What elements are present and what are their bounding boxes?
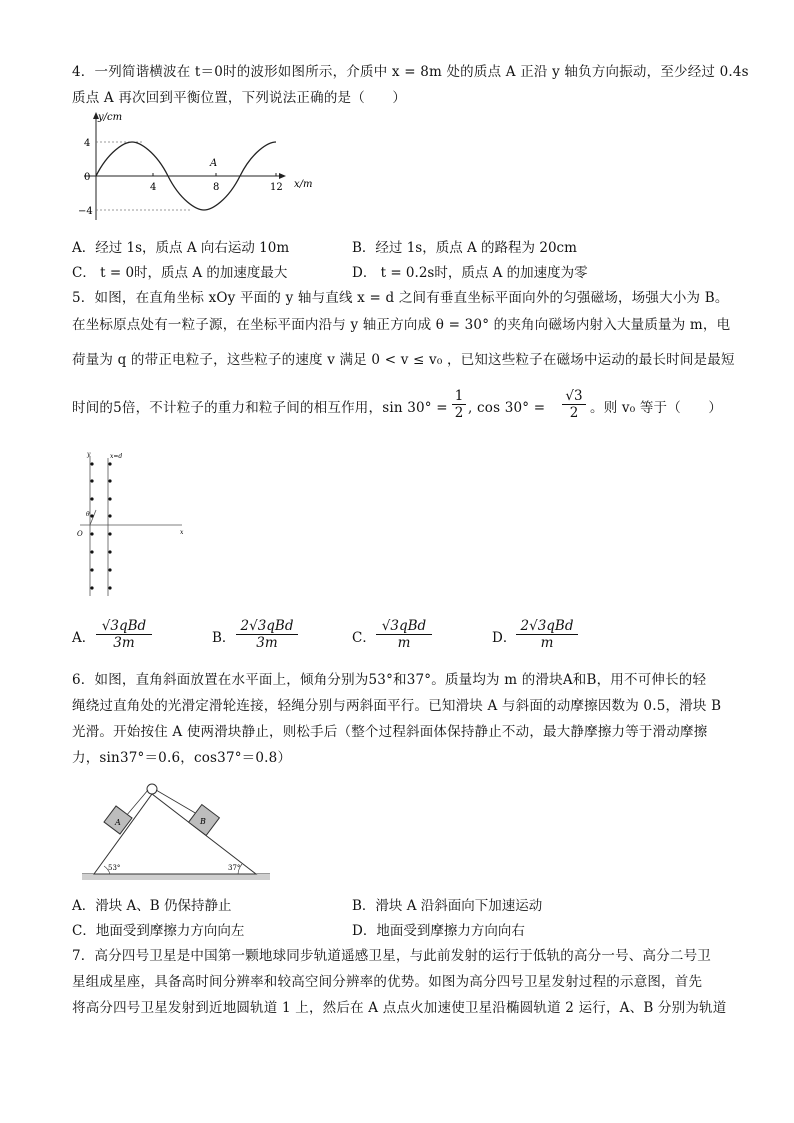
origin-label: O: [77, 530, 83, 538]
q5-stem-line1: 5．如图，在直角坐标 xOy 平面的 y 轴与直线 x = d 之间有垂直坐标平面向外的匀强磁场，场强大小为 B。: [72, 290, 729, 306]
q6-incline-figure: [82, 772, 272, 884]
q6-option-a[interactable]: A．滑块 A、B 仍保持静止: [72, 898, 232, 914]
ytick-neg4: −4: [78, 206, 93, 217]
q5-stem-line4a: 时间的5倍，不计粒子的重力和粒子间的相互作用，sin 30° =: [72, 400, 448, 416]
field-dots: [90, 462, 111, 589]
q4-stem-line2: 质点 A 再次回到平衡位置，下列说法正确的是（ ）: [72, 90, 407, 106]
q4-option-b[interactable]: B．经过 1s，质点 A 的路程为 20cm: [352, 240, 577, 256]
point-a-label: A: [210, 158, 218, 169]
q6-option-b[interactable]: B．滑块 A 沿斜面向下加速运动: [352, 898, 543, 914]
q5-stem-line4c: 。则 v₀ 等于（ ）: [590, 400, 723, 416]
xtick-8: 8: [213, 182, 220, 193]
block-a-label: A: [115, 818, 121, 827]
sin30-fraction: [452, 388, 466, 421]
q4-option-c[interactable]: C． t = 0时，质点 A 的加速度最大: [72, 265, 288, 281]
frac-den: 3m: [236, 634, 298, 651]
q7-stem-line2: 星组成星座，具备高时间分辨率和较高空间分辨率的优势。如图为高分四号卫星发射过程的示意图，首先: [72, 974, 703, 990]
frac-num: √3: [565, 388, 583, 404]
q6-stem-line2: 绳绕过直角处的光滑定滑轮连接，轻绳分别与两斜面平行。已知滑块 A 与斜面的动摩擦因数为 0.5，滑块 B: [72, 698, 722, 714]
q6-stem-line1: 6．如图，直角斜面放置在水平面上，倾角分别为53°和37°。质量均为 m 的滑块A和B，用不可伸长的轻: [72, 672, 707, 688]
q4-option-d[interactable]: D． t = 0.2s时，质点 A 的加速度为零: [352, 265, 588, 281]
xtick-4: 4: [150, 182, 157, 193]
frac-den: 3m: [96, 634, 152, 651]
cos30-fraction: [562, 388, 586, 421]
q6-stem-line3: 光滑。开始按住 A 使两滑块静止，则松手后（整个过程斜面体保持静止不动，最大静摩擦力等于滑动摩擦: [72, 724, 708, 740]
x-axis-label: x/m: [294, 179, 313, 190]
q7-stem-line3: 将高分四号卫星发射到近地圆轨道 1 上，然后在 A 点点火加速使卫星沿椭圆轨道 2 运行，A、B 分别为轨道: [72, 1000, 727, 1016]
frac-den: m: [516, 634, 578, 651]
block-b-label: B: [200, 817, 206, 826]
q7-stem-line1: 7．高分四号卫星是中国第一颗地球同步轨道遥感卫星，与此前发射的运行于低轨的高分一号、高分二号卫: [72, 948, 711, 964]
xd-label: x=d: [110, 453, 123, 460]
q6-option-c[interactable]: C．地面受到摩擦力方向向左: [72, 923, 245, 939]
ytick-0: 0: [84, 172, 91, 183]
q5-option-a-label[interactable]: A．: [72, 630, 96, 646]
q4-option-a[interactable]: A．经过 1s，质点 A 向右运动 10m: [72, 240, 290, 256]
incline-body: [94, 794, 256, 874]
angle-37-label: 37°: [228, 864, 241, 872]
ground: [82, 874, 270, 880]
q4-stem-line1: 4．一列简谐横波在 t＝0时的波形如图所示，介质中 x = 8m 处的质点 A 正沿 y 轴负方向振动，至少经过 0.4s: [72, 64, 749, 80]
frac-num: 2√3qBd: [240, 618, 294, 634]
launch-direction: [90, 510, 96, 525]
q4-wave-figure: [72, 108, 322, 226]
q5-option-a-value[interactable]: [96, 618, 152, 651]
q5-option-b-label[interactable]: B．: [212, 630, 236, 646]
angle-53-label: 53°: [108, 864, 121, 872]
frac-num: √3qBd: [101, 618, 147, 634]
frac-den: 2: [562, 404, 586, 421]
frac-den: 2: [452, 404, 466, 421]
q5-stem-line4b: , cos 30° =: [468, 400, 546, 416]
frac-den: m: [376, 634, 432, 651]
q5-option-d-value[interactable]: [516, 618, 578, 651]
x-label: x: [180, 529, 184, 536]
frac-num: √3qBd: [381, 618, 427, 634]
x-axis-arrow-icon: [279, 173, 286, 179]
q6-option-d[interactable]: D．地面受到摩擦力方向向右: [352, 923, 525, 939]
q5-option-c-value[interactable]: [376, 618, 432, 651]
q5-field-figure: [72, 448, 192, 598]
frac-num: 2√3qBd: [520, 618, 574, 634]
q5-option-c-label[interactable]: C．: [352, 630, 376, 646]
q5-stem-line2: 在坐标原点处有一粒子源，在坐标平面内沿与 y 轴正方向成 θ = 30° 的夹角向磁场内射入大量质量为 m，电: [72, 317, 731, 333]
theta-label: θ: [86, 511, 90, 518]
xtick-12: 12: [270, 182, 283, 193]
frac-num: 1: [454, 388, 464, 404]
y-label: y: [87, 451, 91, 458]
y-axis-label: y/cm: [98, 112, 123, 123]
q5-stem-line3: 荷量为 q 的带正电粒子，这些粒子的速度 v 满足 0 < v ≤ v₀ ，已知这些粒子在磁场中运动的最长时间是最短: [72, 352, 735, 368]
q5-option-d-label[interactable]: D．: [492, 630, 517, 646]
pulley-icon: [147, 784, 157, 794]
q6-stem-line4: 力，sin37°＝0.6，cos37°＝0.8）: [72, 750, 292, 766]
ytick-4: 4: [84, 138, 91, 149]
q5-option-b-value[interactable]: [236, 618, 298, 651]
